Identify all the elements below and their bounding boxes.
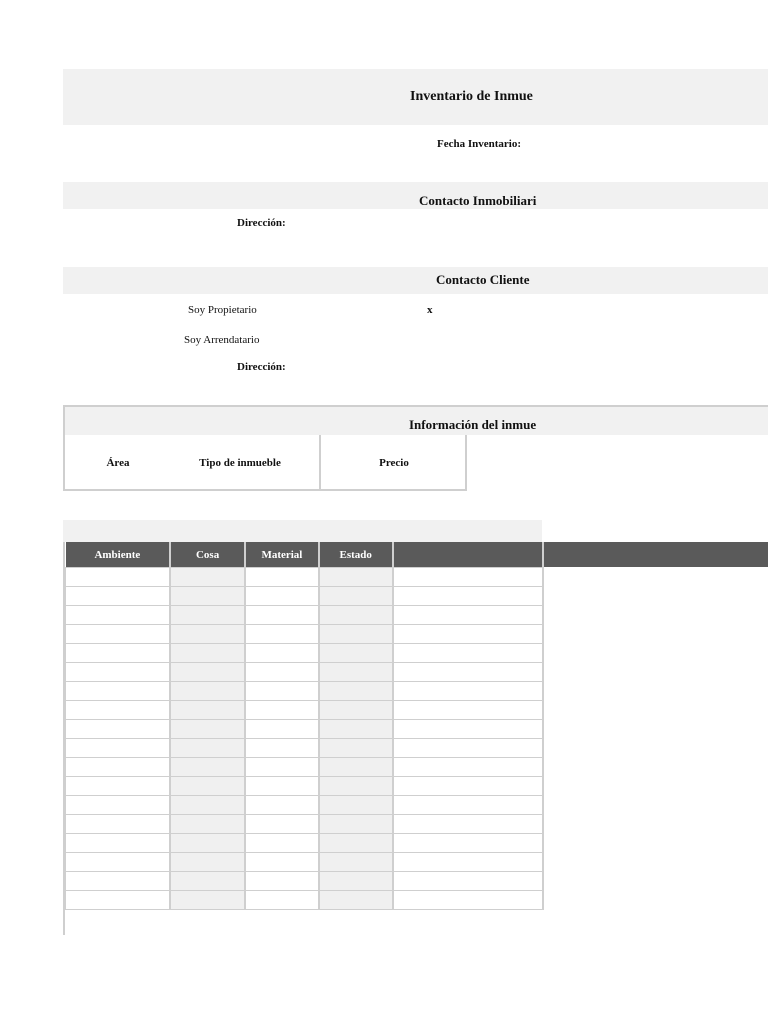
table-cell[interactable]	[66, 815, 171, 834]
table-row	[66, 644, 544, 663]
soy-propietario-label: Soy Propietario	[188, 304, 257, 316]
table-cell[interactable]	[170, 568, 245, 587]
table-row	[66, 587, 544, 606]
table-cell[interactable]	[170, 587, 245, 606]
table-cell[interactable]	[245, 625, 319, 644]
table-cell[interactable]	[66, 891, 171, 910]
table-row	[66, 891, 544, 910]
table-cell[interactable]	[393, 777, 543, 796]
table-row	[66, 872, 544, 891]
table-row	[66, 739, 544, 758]
table-cell[interactable]	[245, 815, 319, 834]
inmobiliaria-direccion-label: Dirección:	[237, 217, 286, 229]
table-cell[interactable]	[393, 758, 543, 777]
table-cell[interactable]	[393, 644, 543, 663]
table-cell[interactable]	[66, 644, 171, 663]
table-cell[interactable]	[245, 891, 319, 910]
table-cell[interactable]	[319, 606, 393, 625]
fecha-inventario-label: Fecha Inventario:	[437, 138, 522, 150]
inventory-header-row	[66, 542, 544, 568]
table-cell[interactable]	[245, 682, 319, 701]
table-cell[interactable]	[393, 796, 543, 815]
table-cell[interactable]	[245, 872, 319, 891]
table-cell[interactable]	[319, 625, 393, 644]
table-cell[interactable]	[170, 853, 245, 872]
table-cell[interactable]	[245, 796, 319, 815]
ambiente-header: Ambiente	[66, 542, 171, 568]
table-cell[interactable]	[393, 834, 543, 853]
table-cell[interactable]	[319, 853, 393, 872]
table-cell[interactable]	[393, 739, 543, 758]
table-cell[interactable]	[393, 701, 543, 720]
table-cell[interactable]	[319, 758, 393, 777]
page-title: Inventario de Inmue	[410, 89, 533, 104]
table-cell[interactable]	[393, 663, 543, 682]
table-cell[interactable]	[170, 644, 245, 663]
contacto-cliente-band	[63, 267, 768, 294]
inventory-header-extension	[542, 542, 768, 567]
table-cell[interactable]	[170, 625, 245, 644]
table-cell[interactable]	[170, 720, 245, 739]
table-cell[interactable]	[66, 720, 171, 739]
table-cell[interactable]	[319, 587, 393, 606]
table-cell[interactable]	[319, 777, 393, 796]
table-cell[interactable]	[319, 568, 393, 587]
table-cell[interactable]	[245, 663, 319, 682]
table-cell[interactable]	[66, 568, 171, 587]
table-cell[interactable]	[170, 682, 245, 701]
contacto-inmobiliaria-band	[63, 182, 768, 209]
table-cell[interactable]	[245, 606, 319, 625]
table-cell[interactable]	[66, 739, 171, 758]
table-cell[interactable]	[319, 739, 393, 758]
table-cell[interactable]	[170, 815, 245, 834]
table-cell[interactable]	[245, 834, 319, 853]
table-cell[interactable]	[66, 777, 171, 796]
table-row	[66, 815, 544, 834]
table-cell[interactable]	[393, 587, 543, 606]
informacion-inmueble-title: Información del inmue	[409, 417, 537, 432]
table-cell[interactable]	[393, 625, 543, 644]
table-cell[interactable]	[245, 587, 319, 606]
table-cell[interactable]	[245, 758, 319, 777]
table-cell[interactable]	[66, 587, 171, 606]
table-cell[interactable]	[170, 777, 245, 796]
soy-arrendatario-label: Soy Arrendatario	[184, 334, 260, 346]
cosa-header: Cosa	[170, 542, 245, 568]
table-row	[66, 701, 544, 720]
table-cell[interactable]	[319, 891, 393, 910]
estado-header: Estado	[319, 542, 393, 568]
table-cell[interactable]	[319, 644, 393, 663]
table-cell[interactable]	[393, 720, 543, 739]
table-row	[66, 834, 544, 853]
table-cell[interactable]	[170, 606, 245, 625]
table-cell[interactable]	[393, 891, 543, 910]
table-cell[interactable]	[66, 834, 171, 853]
table-cell[interactable]	[66, 663, 171, 682]
table-row	[66, 853, 544, 872]
table-cell[interactable]	[170, 796, 245, 815]
contacto-inmobiliaria-title: Contacto Inmobiliari	[419, 193, 537, 208]
table-cell[interactable]	[245, 568, 319, 587]
table-cell[interactable]	[245, 777, 319, 796]
table-row	[66, 568, 544, 587]
table-cell[interactable]	[245, 644, 319, 663]
table-cell[interactable]	[170, 891, 245, 910]
table-row	[66, 606, 544, 625]
table-cell[interactable]	[66, 796, 171, 815]
table-cell[interactable]	[393, 815, 543, 834]
table-cell[interactable]	[66, 853, 171, 872]
table-row	[66, 663, 544, 682]
inventory-top-band	[63, 520, 542, 542]
table-row	[66, 720, 544, 739]
propietario-check-mark[interactable]: x	[427, 304, 433, 316]
table-cell[interactable]	[393, 853, 543, 872]
table-cell[interactable]	[170, 834, 245, 853]
informacion-inmueble-box	[63, 435, 467, 491]
table-cell[interactable]	[66, 701, 171, 720]
table-cell[interactable]	[170, 701, 245, 720]
table-cell[interactable]	[66, 606, 171, 625]
area-header: Área	[106, 457, 130, 469]
table-cell[interactable]	[66, 758, 171, 777]
table-row	[66, 796, 544, 815]
table-row	[66, 758, 544, 777]
table-cell[interactable]	[393, 872, 543, 891]
table-cell[interactable]	[319, 701, 393, 720]
table-cell[interactable]	[393, 682, 543, 701]
material-header: Material	[245, 542, 319, 568]
inventory-grid	[63, 542, 544, 935]
table-cell[interactable]	[245, 739, 319, 758]
table-cell[interactable]	[245, 701, 319, 720]
table-cell[interactable]	[170, 663, 245, 682]
table-cell[interactable]	[245, 853, 319, 872]
table-cell[interactable]	[319, 720, 393, 739]
table-cell[interactable]	[170, 758, 245, 777]
table-row	[66, 682, 544, 701]
table-cell[interactable]	[66, 682, 171, 701]
table-cell[interactable]	[393, 606, 543, 625]
table-cell[interactable]	[319, 834, 393, 853]
cliente-direccion-label: Dirección:	[237, 361, 286, 373]
table-cell[interactable]	[319, 682, 393, 701]
table-cell[interactable]	[170, 739, 245, 758]
inventory-table	[65, 542, 544, 910]
table-cell[interactable]	[170, 872, 245, 891]
table-cell[interactable]	[319, 663, 393, 682]
contacto-cliente-title: Contacto Cliente	[436, 272, 530, 287]
table-cell[interactable]	[319, 796, 393, 815]
table-cell[interactable]	[245, 720, 319, 739]
table-cell[interactable]	[393, 568, 543, 587]
table-row	[66, 777, 544, 796]
table-cell[interactable]	[66, 872, 171, 891]
table-cell[interactable]	[319, 872, 393, 891]
tipo-inmueble-header: Tipo de inmueble	[199, 457, 281, 469]
table-cell[interactable]	[319, 815, 393, 834]
extra-header	[393, 542, 543, 568]
precio-header: Precio	[379, 457, 409, 469]
table-cell[interactable]	[66, 625, 171, 644]
table-row	[66, 625, 544, 644]
